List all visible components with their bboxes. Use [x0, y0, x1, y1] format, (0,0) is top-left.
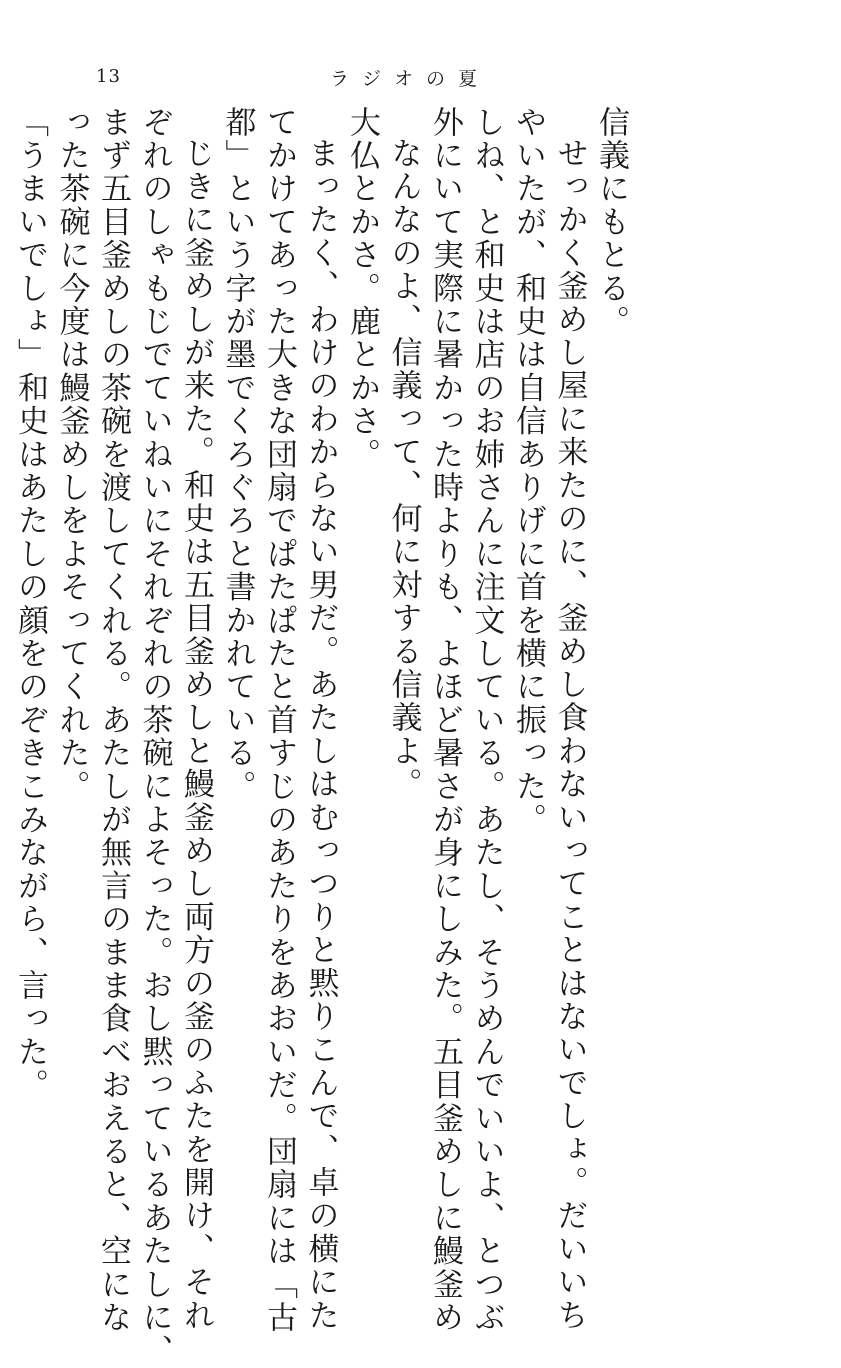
text-line: 外にいて実際に暑かった時よりも、よほど暑さが身にしみた。五目釜めしに鰻釜め [427, 106, 463, 1335]
text-line: 大仏とかさ。鹿とかさ。 [344, 106, 380, 472]
text-line: まったく、わけのわからない男だ。あたしはむっつりと黙りこんで、卓の横にた [302, 137, 339, 1333]
text-line: しね、と和史は店のお姉さんに注文している。あたし、そうめんでいいよ、とつぶ [468, 106, 505, 1335]
text-line: った茶碗に今度は鰻釜めしをよそってくれた。 [53, 106, 90, 804]
text-line: じきに釜めしが来た。和史は五目釜めしと鰻釜めし両方の釜のふたを開け、それ [178, 137, 214, 1333]
running-title: ラジオの夏 [330, 68, 491, 90]
text-line: 都」という字が墨でくろぐろと書かれている。 [219, 106, 256, 804]
text-line: まず五目釜めしの茶碗を渡してくれる。あたしが無言のまま食べおえると、空にな [95, 106, 131, 1335]
text-line: 信義にもとる。 [593, 106, 629, 339]
page-number: 13 [96, 66, 121, 87]
body-text [9, 106, 632, 1368]
text-line: 「うまいでしょ」和史はあたしの顔をのぞきこみながら、言った。 [12, 106, 48, 1102]
text-line: せっかく釜めし屋に来たのに、釜めし食わないってことはないでしょ。だいいち [551, 137, 588, 1333]
text-line: やいたが、和史は自信ありげに首を横に振った。 [510, 106, 546, 837]
text-line: なんなのよ、信義って、何に対する信義よ。 [385, 137, 422, 801]
text-line: ぞれのしゃもじでていねいにそれぞれの茶碗によそった。おし黙っているあたしに、 [136, 106, 173, 1368]
text-line: てかけてあった大きな団扇でぱたぱたと首すじのあたりをあおいだ。団扇には「古 [261, 106, 297, 1335]
